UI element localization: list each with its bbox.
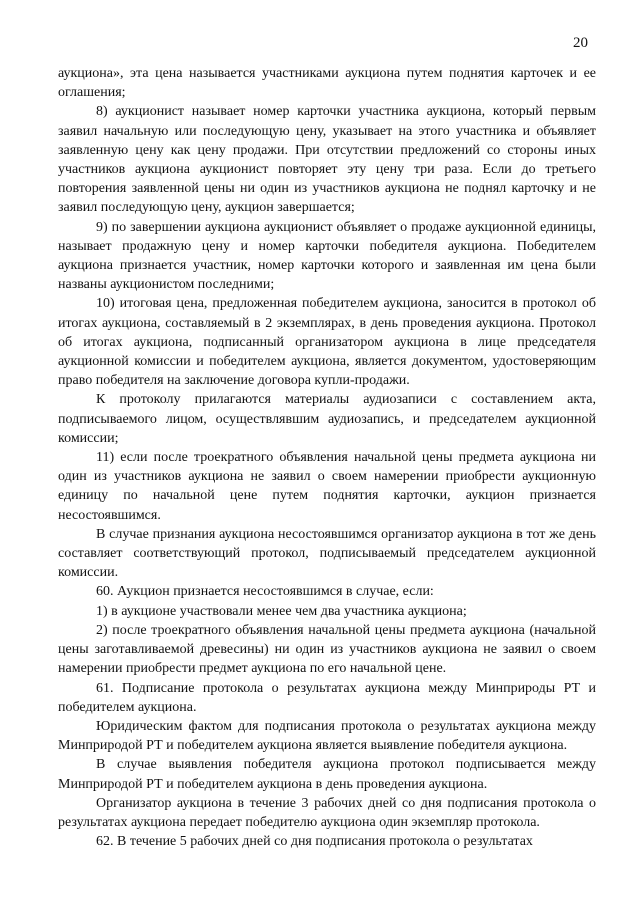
paragraph-section-60: 60. Аукцион признается несостоявшимся в случае, если:	[96, 584, 434, 600]
paragraph-legal-fact: Юридическим фактом для подписания протокола о результатах аукциона между Минприродой РТ и победителем аукциона является выявление победителя аукциона.	[58, 718, 596, 754]
paragraph-item-9: 9) по завершении аукциона аукционист объявляет о продаже аукционной единицы, называет продажную цену и номер карточки победителя аукциона. Победителем аукциона признается участник, номер карточки которого и заявленная им цена были названы аукционистом последними;	[58, 219, 596, 293]
paragraph-continuation: аукциона», эта цена называется участниками аукциона путем поднятия карточек и ее оглашения;	[58, 66, 596, 101]
paragraph-section-60-item-2: 2) после троекратного объявления начальной цены предмета аукциона (начальной цены заготавливаемой древесины) ни один из участников аукциона не заявил о своем намерении приобрести предмет аукциона по его начальной цене.	[58, 622, 596, 677]
paragraph-protocol-attachments: К протоколу прилагаются материалы аудиозаписи с составлением акта, подписываемого лицом, осуществлявшим аудиозапись, и председателем аукционной комиссии;	[58, 392, 596, 446]
document-body	[58, 64, 596, 851]
paragraph-item-8: 8) аукционист называет номер карточки участника аукциона, который первым заявил начальную или последующую цену, указывает на этого участника и объявляет заявленную цену как цену продажи. При отсутствии предложений со стороны иных участников аукциона аукционист повторяет эту цену три раза. Если до третьего повторения заявленной цены ни один из участников аукциона не поднял карточку и не заявил последующую цену, аукцион завершается;	[58, 104, 596, 216]
paragraph-section-60-item-1: 1) в аукционе участвовали менее чем два участника аукциона;	[96, 603, 467, 619]
page-number: 20	[573, 35, 588, 51]
paragraph-winner-signing: В случае выявления победителя аукциона протокол подписывается между Минприродой РТ и победителем аукциона в день проведения аукциона.	[58, 757, 596, 792]
paragraph-item-11: 11) если после троекратного объявления начальной цены предмета аукциона ни один из участников аукциона не заявил о своем намерении приобрести аукционную единицу по начальной цене путем поднятия карточки, аукцион признается несостоявшимся.	[58, 450, 596, 523]
paragraph-section-62: 62. В течение 5 рабочих дней со дня подписания протокола о результатах	[96, 834, 533, 850]
paragraph-item-10: 10) итоговая цена, предложенная победителем аукциона, заносится в протокол об итогах аукциона, составляемый в 2 экземплярах, в день проведения аукциона. Протокол об итогах аукциона, подписанный организатором аукциона в лице председателя аукционной комиссии и победителем аукциона, является документом, удостоверяющим право победителя на заключение договора купли-продажи.	[58, 296, 596, 389]
paragraph-section-61: 61. Подписание протокола о результатах аукциона между Минприроды РТ и победителем аукциона.	[58, 680, 596, 715]
paragraph-protocol-transfer: Организатор аукциона в течение 3 рабочих дней со дня подписания протокола о результатах аукциона передает победителю аукциона один экземпляр протокола.	[58, 795, 596, 830]
paragraph-failed-auction-protocol: В случае признания аукциона несостоявшимся организатор аукциона в тот же день составляет соответствующий протокол, подписываемый председателем аукционной комиссии.	[58, 526, 596, 581]
